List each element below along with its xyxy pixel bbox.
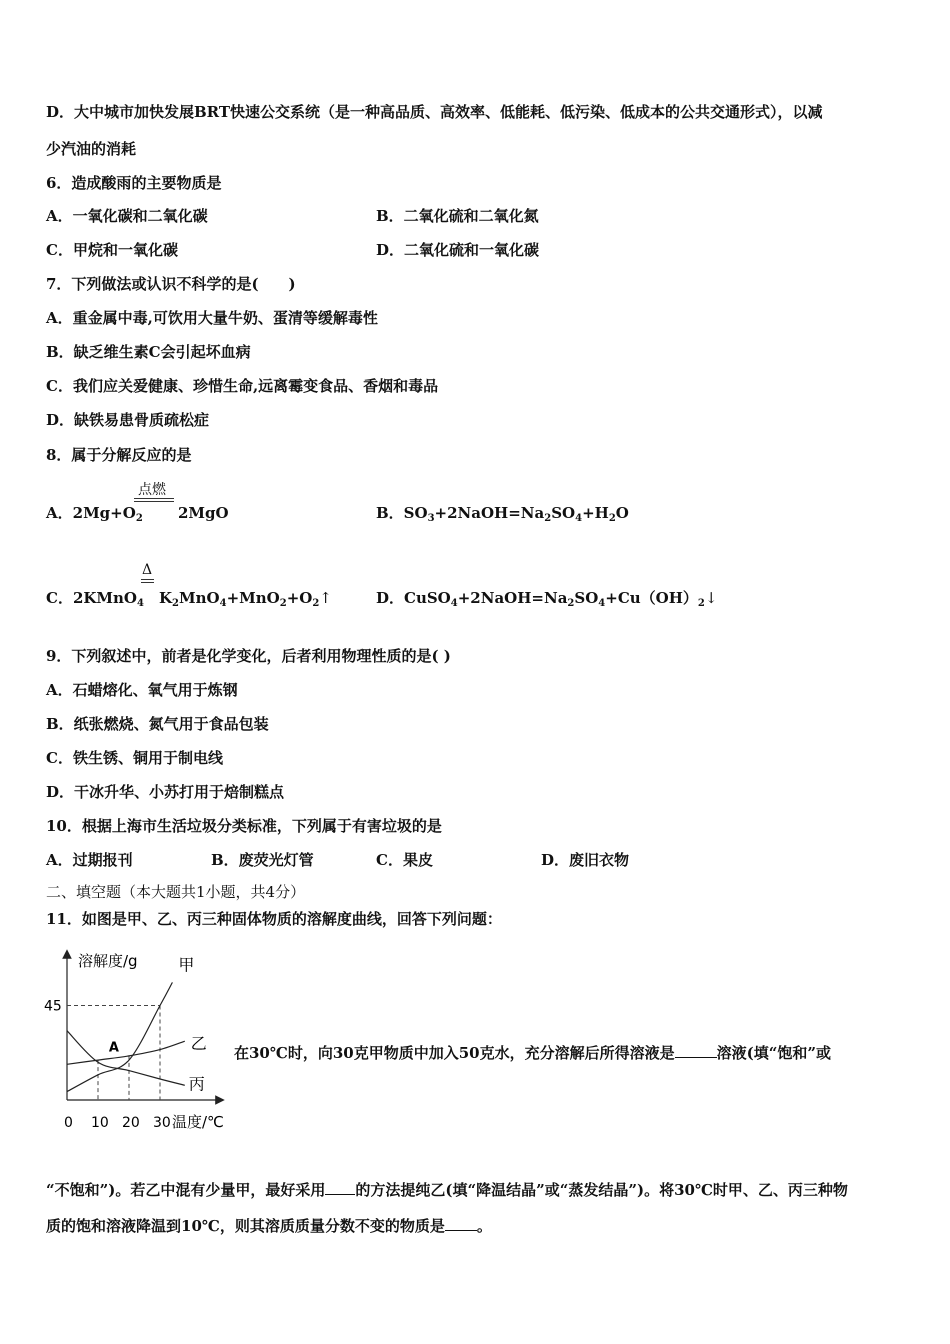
q11-part3-b: 。 xyxy=(476,1217,492,1235)
q8-c-sub: 2 xyxy=(312,598,320,609)
q9-stem: 9．下列叙述中，前者是化学变化，后者利用物理性质的是( ) xyxy=(46,647,451,665)
q8-option-a xyxy=(46,503,143,529)
q6-option-c: C．甲烷和一氧化碳 xyxy=(46,241,178,259)
q5-option-d-line1: D．大中城市加快发展BRT快速公交系统（是一种高品质、高效率、低能耗、低污染、低成本的公共交通形式），以减 xyxy=(46,103,823,121)
q8-c-text: K xyxy=(159,589,173,607)
q8-b-label: B．SO xyxy=(376,504,428,522)
x-tick-label: 20 xyxy=(122,1115,140,1131)
series-label: 甲 xyxy=(178,955,195,975)
q10-option-b: B．废荧光灯管 xyxy=(211,851,314,869)
q8-d-text: SO xyxy=(574,589,599,607)
q8-c-text: ↑ xyxy=(319,589,332,607)
q8-a-condition: 点燃 xyxy=(138,482,166,498)
q9-option-d: D．干冰升华、小苏打用于焙制糕点 xyxy=(46,783,285,801)
q8-a-label: A．2Mg+O xyxy=(46,504,136,522)
q9-option-a: A．石蜡熔化、氧气用于炼钢 xyxy=(46,681,238,699)
q8-b-text: O xyxy=(615,504,629,522)
q8-b-text: +H xyxy=(582,504,609,522)
q8-c-text: +O xyxy=(286,589,313,607)
q11-part1-b: 溶液(填“饱和”或 xyxy=(716,1044,831,1062)
answer-blank-3[interactable] xyxy=(445,1216,477,1231)
solubility-chart xyxy=(40,946,240,1136)
q8-option-b xyxy=(376,503,629,529)
q11-part2 xyxy=(46,1180,848,1200)
q7-option-d: D．缺铁易患骨质疏松症 xyxy=(46,411,210,429)
q10-option-c: C．果皮 xyxy=(376,851,433,869)
q9-option-b: B．纸张燃烧、氮气用于食品包装 xyxy=(46,715,269,733)
q10-option-d: D．废旧衣物 xyxy=(541,851,630,869)
intersection-label: A xyxy=(108,1040,119,1056)
q8-option-c xyxy=(46,588,144,614)
series-line-乙 xyxy=(67,1041,185,1064)
q8-stem: 8．属于分解反应的是 xyxy=(46,446,192,464)
q11-part3-a: 质的饱和溶液降温到10℃，则其溶质质量分数不变的物质是 xyxy=(46,1217,445,1235)
q8-b-sub: 3 xyxy=(427,513,435,524)
q8-c-sub: 2 xyxy=(172,598,180,609)
q8-option-d xyxy=(376,588,717,614)
q8-b-text: +2NaOH=Na xyxy=(434,504,545,522)
q8-d-sub: 4 xyxy=(450,598,458,609)
q8-d-text: +Cu（OH） xyxy=(605,589,698,607)
q10-option-a: A．过期报刊 xyxy=(46,851,133,869)
answer-blank-2[interactable] xyxy=(325,1180,355,1195)
q6-option-b: B．二氧化硫和二氧化氮 xyxy=(376,207,539,225)
q6-option-a: A．一氧化碳和二氧化碳 xyxy=(46,207,208,225)
q8-d-sub: 4 xyxy=(598,598,606,609)
q11-part1 xyxy=(234,1043,831,1063)
series-label: 丙 xyxy=(188,1074,205,1094)
q11-part3 xyxy=(46,1216,492,1236)
q8-a-equals-sign xyxy=(134,498,174,502)
q8-c-label: C．2KMnO xyxy=(46,589,137,607)
q10-stem: 10．根据上海市生活垃圾分类标准，下列属于有害垃圾的是 xyxy=(46,817,442,835)
q8-d-text: ↓ xyxy=(704,589,718,607)
q8-c-equals-sign xyxy=(141,579,154,583)
q8-d-sub: 2 xyxy=(567,598,575,609)
q8-c-sub: 4 xyxy=(137,598,144,609)
x-tick-label: 30 xyxy=(153,1115,171,1131)
q5-option-d-line2: 少汽油的消耗 xyxy=(46,140,137,158)
q6-stem: 6．造成酸雨的主要物质是 xyxy=(46,174,222,192)
series-line-丙 xyxy=(67,1031,185,1086)
q8-d-sub: 2 xyxy=(697,598,705,609)
q7-option-a: A．重金属中毒,可饮用大量牛奶、蛋清等缓解毒性 xyxy=(46,309,378,327)
q8-b-sub: 2 xyxy=(608,513,616,524)
q8-a-product: 2MgO xyxy=(178,504,229,522)
answer-blank-1[interactable] xyxy=(675,1043,717,1058)
q7-option-b: B．缺乏维生素C会引起坏血病 xyxy=(46,343,251,361)
q8-b-sub: 2 xyxy=(544,513,552,524)
series-line-甲 xyxy=(67,982,172,1091)
q11-part2-a: “不饱和”)。若乙中混有少量甲，最好采用 xyxy=(46,1181,326,1199)
q8-c-sub: 2 xyxy=(279,598,287,609)
q9-option-c: C．铁生锈、铜用于制电线 xyxy=(46,749,223,767)
q7-option-c: C．我们应关爱健康、珍惜生命,远离霉变食品、香烟和毒品 xyxy=(46,377,439,395)
y-tick-label: 45 xyxy=(44,998,62,1015)
x-axis-label: 温度/℃ xyxy=(172,1113,224,1131)
q8-c-condition: Δ xyxy=(142,562,153,578)
section-title: 二、填空题（本大题共1小题，共4分） xyxy=(46,883,306,901)
q11-part1-a: 在30℃时，向30克甲物质中加入50克水，充分溶解后所得溶液是 xyxy=(234,1044,675,1062)
q6-option-d: D．二氧化硫和一氧化碳 xyxy=(376,241,540,259)
q7-stem: 7．下列做法或认识不科学的是( ) xyxy=(46,275,296,293)
q8-d-label: D．CuSO xyxy=(376,589,451,607)
x-tick-label: 0 xyxy=(64,1115,73,1131)
q8-b-sub: 4 xyxy=(575,513,583,524)
q11-stem: 11．如图是甲、乙、丙三种固体物质的溶解度曲线，回答下列问题： xyxy=(46,910,502,928)
q11-part2-b: 的方法提纯乙(填“降温结晶”或“蒸发结晶”)。将30℃时甲、乙、丙三种物 xyxy=(355,1181,848,1199)
q8-c-text: +MnO xyxy=(226,589,280,607)
y-axis-label: 溶解度/g xyxy=(78,952,138,970)
q8-a-sub: 2 xyxy=(135,513,143,524)
q8-b-text: SO xyxy=(551,504,576,522)
x-tick-label: 10 xyxy=(91,1115,109,1131)
q8-c-sub: 4 xyxy=(219,598,227,609)
q8-c-text: MnO xyxy=(179,589,220,607)
series-label: 乙 xyxy=(190,1034,207,1054)
q8-d-text: +2NaOH=Na xyxy=(457,589,568,607)
q8-c-products xyxy=(159,588,332,614)
